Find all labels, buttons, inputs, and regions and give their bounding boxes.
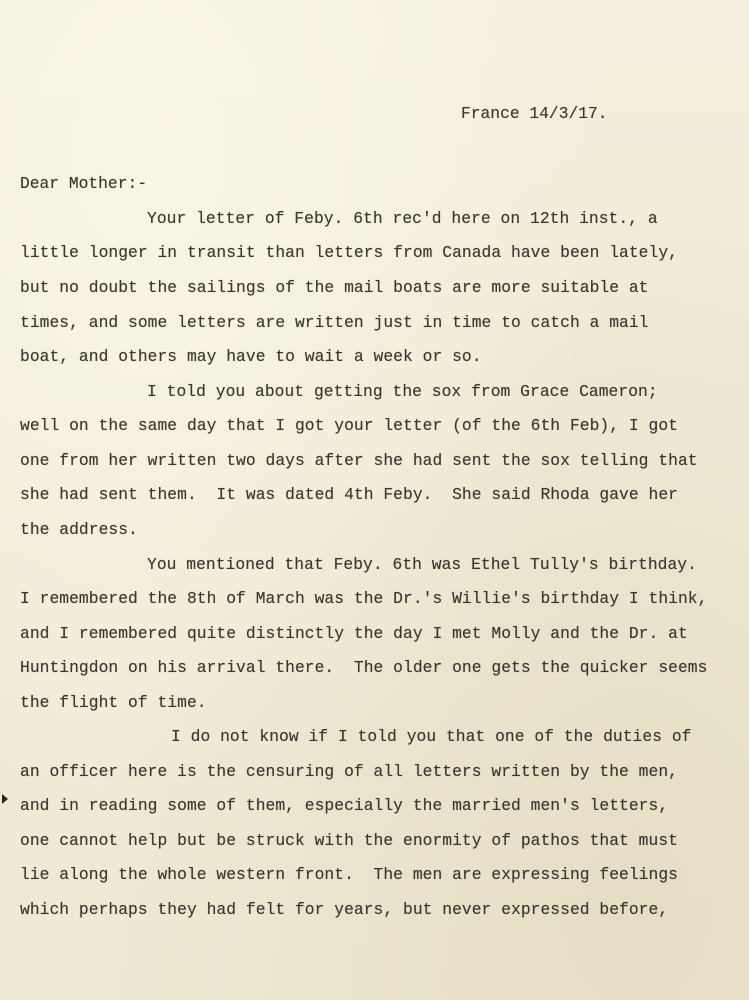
body-line: I told you about getting the sox from Grace Cameron; (147, 382, 658, 401)
body-line: Your letter of Feby. 6th rec'd here on 12th inst., a (147, 209, 658, 228)
body-line: the flight of time. (20, 693, 207, 712)
margin-mark (2, 794, 8, 804)
body-line: and in reading some of them, especially the married men's letters, (20, 796, 669, 815)
letter-dateline: France 14/3/17. (461, 104, 608, 123)
body-line: one cannot help but be struck with the enormity of pathos that must (20, 831, 678, 850)
body-line: You mentioned that Feby. 6th was Ethel Tully's birthday. (147, 555, 697, 574)
body-line: lie along the whole western front. The men are expressing feelings (20, 865, 678, 884)
body-line: little longer in transit than letters from Canada have been lately, (20, 243, 678, 262)
body-line: boat, and others may have to wait a week or so. (20, 347, 482, 366)
body-line: I remembered the 8th of March was the Dr.'s Willie's birthday I think, (20, 589, 708, 608)
body-line: well on the same day that I got your letter (of the 6th Feb), I got (20, 416, 678, 435)
letter-salutation: Dear Mother:- (20, 174, 148, 193)
body-line: and I remembered quite distinctly the day I met Molly and the Dr. at (20, 624, 688, 643)
body-line: she had sent them. It was dated 4th Feby. She said Rhoda gave her (20, 485, 678, 504)
body-line: an officer here is the censuring of all letters written by the men, (20, 762, 678, 781)
body-line: the address. (20, 520, 138, 539)
body-line: I do not know if I told you that one of the duties of (171, 727, 692, 746)
body-line: one from her written two days after she had sent the sox telling that (20, 451, 698, 470)
body-line: which perhaps they had felt for years, but never expressed before, (20, 900, 669, 919)
body-line: Huntingdon on his arrival there. The older one gets the quicker seems (20, 658, 708, 677)
body-line: times, and some letters are written just in time to catch a mail (20, 313, 649, 332)
body-line: but no doubt the sailings of the mail boats are more suitable at (20, 278, 649, 297)
